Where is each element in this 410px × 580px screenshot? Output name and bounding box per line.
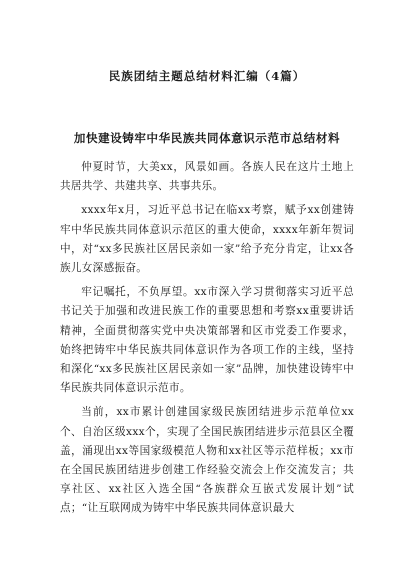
paragraph-3: 牢记嘱托，不负厚望。xx市深入学习贯彻落实习近平总书记关于加强和改进民族工作的重要思想和考察xx重要讲话精神，全面贯彻落实党中央决策部署和区市党委工作要求，始终把铸牢中华民族共同体意识作为各项工作的主线，坚持和深化“xx多民族社区居民亲如一家”品牌，加快建设铸牢中华民族共同体意识示范市。 (60, 286, 354, 395)
paragraph-1: 仲夏时节，大美xx，风景如画。各族人民在这片土地上共居共学、共建共享、共事共乐。 (60, 161, 354, 193)
document-title: 民族团结主题总结材料汇编（4篇） (108, 69, 306, 83)
paragraph-2: xxxx年x月，习近平总书记在临xx考察，赋予xx创建铸牢中华民族共同体意识示范区的重大使命，xxxx年新年贺词中，对“xx多民族社区居民亲如一家”给予充分肯定，让xx各族儿女深感振奋。 (60, 204, 354, 275)
section-title: 加快建设铸牢中华民族共同体意识示范市总结材料 (73, 131, 341, 145)
paragraph-4: 当前，xx市累计创建国家级民族团结进步示范单位xx个、自治区级xxx个，实现了全国民族团结进步示范县区全覆盖，涌现出xx等国家级模范人物和xx社区等示范样板；xx市在全国民族团结进步创建工作经验交流会上作交流发言；共享社区、xx社区入选全国“各族群众互嵌式发展计划”试点；“让互联网成为铸牢中华民族共同体意识最大 (60, 406, 354, 515)
